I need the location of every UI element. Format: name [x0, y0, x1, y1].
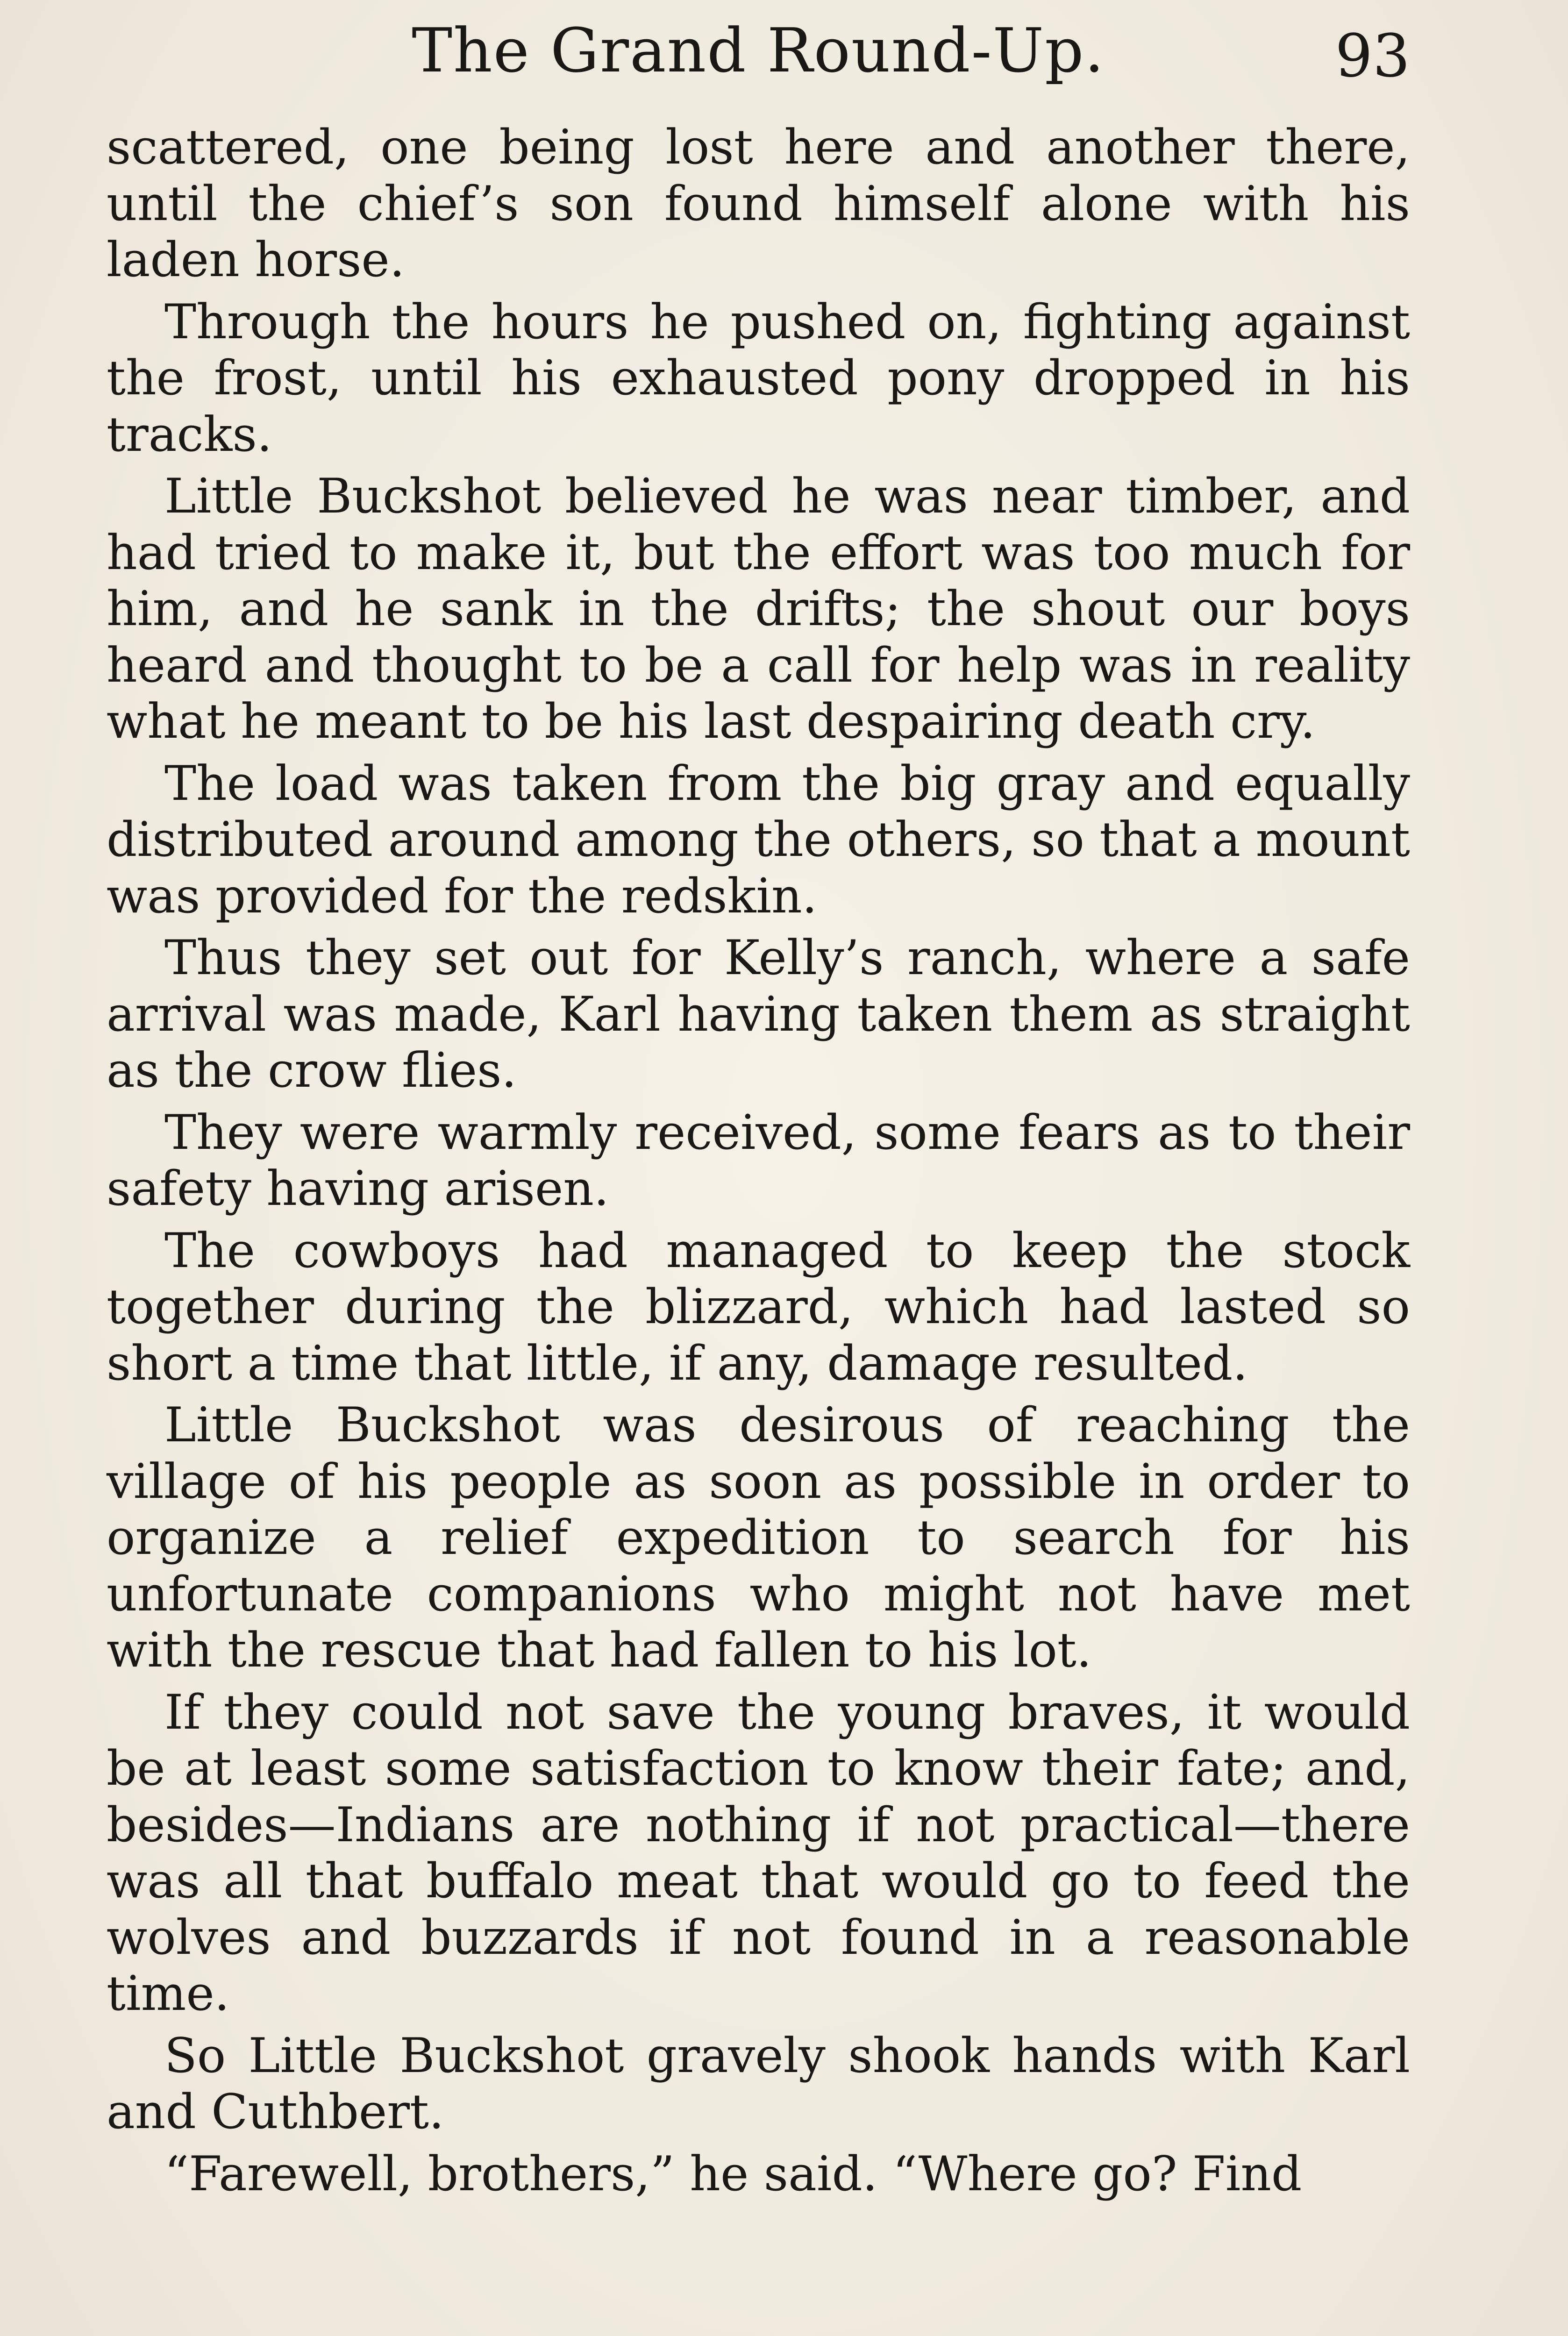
- paragraph: Thus they set out for Kelly’s ranch, where a safe arrival was made, Karl having taken them as straight as the crow flies.: [107, 930, 1410, 1098]
- page-header: [107, 13, 1410, 88]
- paragraph: If they could not save the young braves, it would be at least some satisfaction to know their fate; and, besides—Indians are nothing if not practical—there was all that buffalo meat that would go to feed the wolves and buzzards if not found in a reasonable time.: [107, 1684, 1410, 2022]
- paragraph: They were warmly received, some fears as to their safety having arisen.: [107, 1104, 1410, 1217]
- page-number: 93: [1335, 21, 1410, 90]
- paragraph: The cowboys had managed to keep the stock together during the blizzard, which had lasted so short a time that little, if any, damage resulted.: [107, 1223, 1410, 1391]
- running-title: The Grand Round-Up.: [412, 15, 1105, 86]
- body-text: [107, 120, 1410, 2208]
- paragraph: Through the hours he pushed on, fighting against the frost, until his exhausted pony dropped in his tracks.: [107, 294, 1410, 463]
- paragraph: scattered, one being lost here and another there, until the chief’s son found himself alone with his laden horse.: [107, 120, 1410, 288]
- paragraph: “Farewell, brothers,” he said. “Where go? Find: [164, 2146, 1302, 2202]
- paragraph: The load was taken from the big gray and equally distributed around among the others, so that a mount was provided for the redskin.: [107, 755, 1410, 924]
- paragraph: Little Buckshot believed he was near timber, and had tried to make it, but the effort was too much for him, and he sank in the drifts; the shout our boys heard and thought to be a call for help was in reality what he meant to be his last despairing death cry.: [107, 469, 1410, 749]
- paragraph: Little Buckshot was desirous of reaching the village of his people as soon as possible in order to organize a relief expedition to search for his unfortunate companions who might not have met with the rescue that had fallen to his lot.: [107, 1397, 1410, 1678]
- paragraph: So Little Buckshot gravely shook hands with Karl and Cuthbert.: [107, 2028, 1410, 2140]
